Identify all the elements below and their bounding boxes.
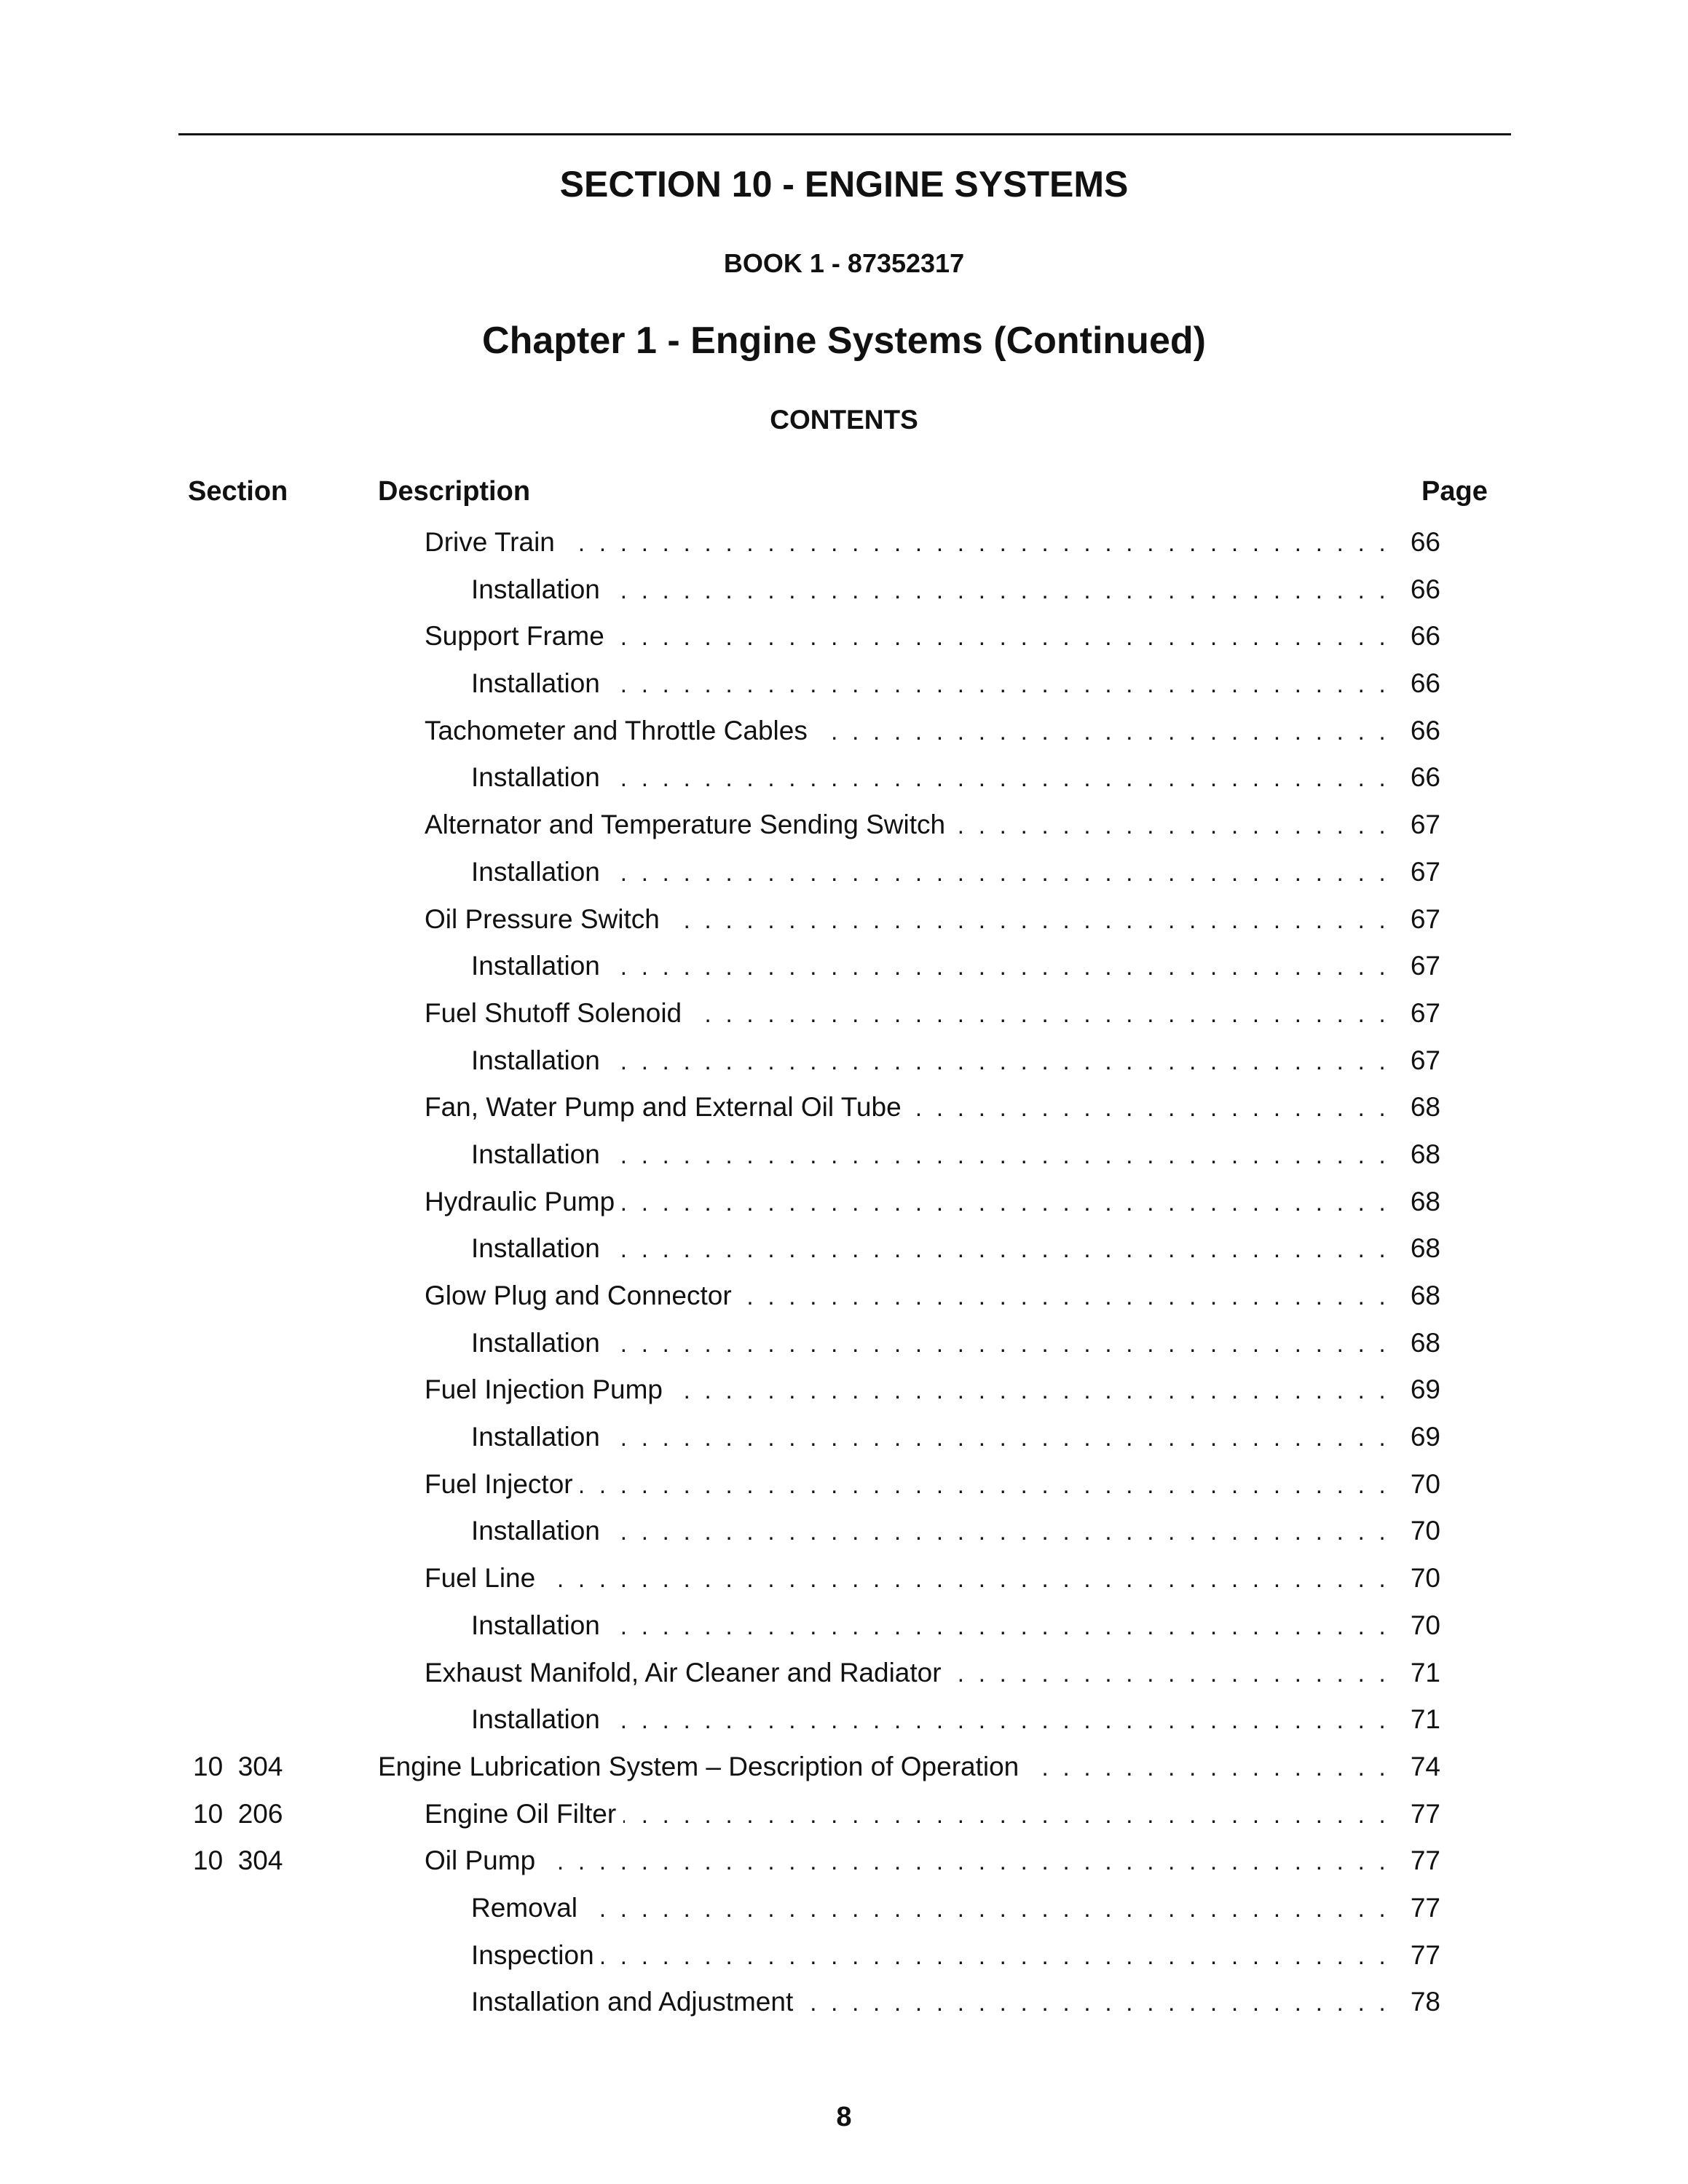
dot-leader	[1026, 1751, 1389, 1784]
toc-row	[0, 1131, 1688, 1178]
dot-leader	[953, 809, 1389, 842]
dot-leader	[815, 715, 1389, 748]
toc-row	[0, 1978, 1688, 2025]
toc-page-number: 67	[1410, 903, 1440, 934]
toc-description: Installation	[471, 668, 600, 699]
toc-entry	[471, 667, 1440, 701]
dot-leader	[667, 903, 1389, 937]
toc-entry	[425, 1562, 1440, 1596]
toc-row	[0, 707, 1688, 754]
toc-page-number: 77	[1410, 1845, 1440, 1876]
toc-row	[0, 1083, 1688, 1131]
toc-row	[0, 848, 1688, 895]
dot-leader	[607, 1610, 1389, 1643]
toc-page-number: 67	[1410, 810, 1440, 840]
toc-page-number: 67	[1410, 997, 1440, 1028]
toc-description: Installation	[471, 1327, 600, 1358]
toc-page-number: 77	[1410, 1798, 1440, 1829]
toc-row	[0, 942, 1688, 989]
dot-leader	[607, 1421, 1389, 1455]
dot-leader	[612, 620, 1389, 654]
toc-description: Drive Train	[425, 527, 555, 557]
column-header-description: Description	[378, 476, 531, 507]
dot-leader	[607, 1515, 1389, 1548]
toc-page-number: 68	[1410, 1139, 1440, 1169]
toc-row	[0, 801, 1688, 848]
toc-description: Oil Pump	[425, 1845, 536, 1876]
dot-leader	[800, 1986, 1389, 2019]
toc-row	[0, 1931, 1688, 1979]
toc-row	[0, 518, 1688, 566]
toc-row	[0, 1037, 1688, 1084]
toc-description: Hydraulic Pump	[425, 1186, 615, 1216]
toc-page-number: 74	[1410, 1751, 1440, 1781]
toc-description: Fuel Injector	[425, 1468, 573, 1499]
toc-page-number: 70	[1410, 1610, 1440, 1640]
toc-description: Installation	[471, 1233, 600, 1264]
dot-leader	[670, 1374, 1389, 1407]
column-header-section: Section	[188, 476, 288, 507]
toc-row	[0, 1224, 1688, 1272]
toc-page-number: 66	[1410, 762, 1440, 793]
toc-entry	[471, 1138, 1440, 1172]
toc-page-number: 70	[1410, 1468, 1440, 1499]
toc-description: Fuel Injection Pump	[425, 1374, 663, 1405]
toc-page-number: 77	[1410, 1939, 1440, 1970]
toc-entry	[471, 1326, 1440, 1361]
dot-leader	[607, 1139, 1389, 1172]
toc-page-number: 67	[1410, 951, 1440, 981]
toc-entry	[425, 1185, 1440, 1219]
toc-entry	[425, 903, 1440, 937]
toc-description: Alternator and Temperature Sending Switch	[425, 810, 946, 840]
toc-entry	[471, 1703, 1440, 1737]
toc-page-number: 77	[1410, 1892, 1440, 1923]
toc-entry	[471, 1939, 1440, 1973]
dot-leader	[607, 761, 1389, 795]
dot-leader	[543, 1845, 1389, 1878]
toc-row	[0, 612, 1688, 660]
toc-entry	[471, 1044, 1440, 1078]
dot-leader	[607, 1704, 1389, 1737]
toc-row	[0, 895, 1688, 943]
toc-page-number: 70	[1410, 1516, 1440, 1546]
toc-entry	[471, 855, 1440, 890]
dot-leader	[949, 1657, 1389, 1690]
toc-row	[0, 1460, 1688, 1508]
toc-description: Installation	[471, 1045, 600, 1075]
toc-section-number: 10 304	[193, 1845, 283, 1876]
book-number: BOOK 1 - 87352317	[723, 248, 965, 278]
column-header-page: Page	[1421, 476, 1488, 507]
toc-row	[0, 1507, 1688, 1554]
toc-row	[0, 1743, 1688, 1790]
dot-leader	[607, 1327, 1389, 1361]
toc-row	[0, 566, 1688, 613]
toc-entry	[425, 808, 1440, 842]
contents-heading: CONTENTS	[770, 405, 918, 435]
toc-entry	[471, 1420, 1440, 1455]
toc-entry	[471, 1514, 1440, 1548]
dot-leader	[607, 574, 1389, 607]
dot-leader	[623, 1798, 1389, 1832]
toc-description: Installation	[471, 951, 600, 981]
toc-description: Engine Oil Filter	[425, 1798, 617, 1829]
table-of-contents	[0, 518, 1688, 2025]
toc-page-number: 66	[1410, 668, 1440, 699]
dot-leader	[607, 1233, 1389, 1266]
toc-entry	[471, 1891, 1440, 1926]
dot-leader	[580, 1468, 1389, 1502]
toc-section-number: 10 304	[193, 1751, 283, 1781]
toc-page-number: 68	[1410, 1186, 1440, 1216]
toc-description: Installation	[471, 1704, 600, 1735]
toc-entry	[471, 949, 1440, 984]
dot-leader	[585, 1892, 1389, 1926]
toc-row	[0, 1272, 1688, 1319]
dot-leader	[909, 1091, 1389, 1125]
chapter-title: Chapter 1 - Engine Systems (Continued)	[482, 320, 1206, 362]
toc-row	[0, 1413, 1688, 1460]
dot-leader	[739, 1280, 1389, 1313]
toc-description: Support Frame	[425, 621, 604, 652]
dot-leader	[689, 997, 1389, 1031]
toc-entry	[378, 1750, 1440, 1784]
toc-description: Fan, Water Pump and External Oil Tube	[425, 1092, 902, 1123]
dot-leader	[562, 526, 1389, 560]
toc-entry	[425, 714, 1440, 748]
toc-entry	[425, 1373, 1440, 1407]
toc-row	[0, 660, 1688, 707]
toc-entry	[425, 1468, 1440, 1502]
toc-entry	[425, 1091, 1440, 1125]
toc-entry	[471, 573, 1440, 607]
toc-section-number: 10 206	[193, 1798, 283, 1829]
dot-leader	[607, 668, 1389, 701]
toc-entry	[471, 1985, 1440, 2019]
toc-row	[0, 1696, 1688, 1743]
toc-description: Installation	[471, 1422, 600, 1452]
dot-leader	[602, 1939, 1389, 1973]
toc-row	[0, 1884, 1688, 1931]
toc-entry	[425, 526, 1440, 560]
toc-entry	[471, 1232, 1440, 1266]
toc-description: Exhaust Manifold, Air Cleaner and Radiator	[425, 1657, 942, 1688]
toc-page-number: 66	[1410, 621, 1440, 652]
toc-description: Installation	[471, 1139, 600, 1169]
toc-page-number: 67	[1410, 1045, 1440, 1075]
toc-description: Installation and Adjustment	[471, 1987, 794, 2017]
toc-page-number: 66	[1410, 715, 1440, 745]
toc-description: Oil Pressure Switch	[425, 903, 660, 934]
toc-description: Tachometer and Throttle Cables	[425, 715, 808, 745]
toc-description: Fuel Shutoff Solenoid	[425, 997, 682, 1028]
toc-entry	[425, 1844, 1440, 1878]
toc-row	[0, 1366, 1688, 1413]
toc-row	[0, 753, 1688, 801]
toc-page-number: 71	[1410, 1657, 1440, 1688]
toc-page-number: 69	[1410, 1374, 1440, 1405]
toc-description: Removal	[471, 1892, 577, 1923]
toc-page-number: 66	[1410, 574, 1440, 604]
toc-row	[0, 1602, 1688, 1649]
toc-page-number: 68	[1410, 1281, 1440, 1310]
toc-description: Engine Lubrication System – Description of Operation	[378, 1751, 1019, 1781]
toc-entry	[425, 1656, 1440, 1690]
toc-entry	[425, 1797, 1440, 1832]
dot-leader	[622, 1186, 1389, 1219]
toc-page-number: 69	[1410, 1422, 1440, 1452]
toc-description: Installation	[471, 856, 600, 887]
toc-row	[0, 1319, 1688, 1366]
toc-row	[0, 989, 1688, 1037]
toc-entry	[471, 761, 1440, 795]
toc-row	[0, 1178, 1688, 1225]
section-title: SECTION 10 - ENGINE SYSTEMS	[559, 164, 1129, 205]
toc-row	[0, 1649, 1688, 1696]
page-number: 8	[836, 2102, 852, 2132]
toc-row	[0, 1837, 1688, 1884]
toc-page-number: 67	[1410, 856, 1440, 887]
toc-entry	[471, 1609, 1440, 1643]
toc-page-number: 68	[1410, 1092, 1440, 1123]
toc-page-number: 70	[1410, 1563, 1440, 1594]
toc-description: Installation	[471, 762, 600, 793]
header-rule	[178, 133, 1511, 135]
toc-row	[0, 1554, 1688, 1602]
toc-entry	[425, 1279, 1440, 1313]
toc-description: Installation	[471, 1610, 600, 1640]
toc-entry	[425, 997, 1440, 1031]
toc-description: Installation	[471, 1516, 600, 1546]
dot-leader	[607, 856, 1389, 890]
toc-description: Inspection	[471, 1939, 594, 1970]
toc-entry	[425, 620, 1440, 654]
toc-page-number: 66	[1410, 527, 1440, 557]
dot-leader	[607, 1045, 1389, 1078]
dot-leader	[543, 1562, 1389, 1596]
toc-page-number: 68	[1410, 1233, 1440, 1264]
dot-leader	[607, 950, 1389, 984]
toc-row	[0, 1790, 1688, 1837]
toc-description: Glow Plug and Connector	[425, 1281, 732, 1310]
toc-page-number: 68	[1410, 1327, 1440, 1358]
toc-description: Installation	[471, 574, 600, 604]
toc-page-number: 71	[1410, 1704, 1440, 1735]
toc-description: Fuel Line	[425, 1563, 536, 1594]
toc-page-number: 78	[1410, 1987, 1440, 2017]
